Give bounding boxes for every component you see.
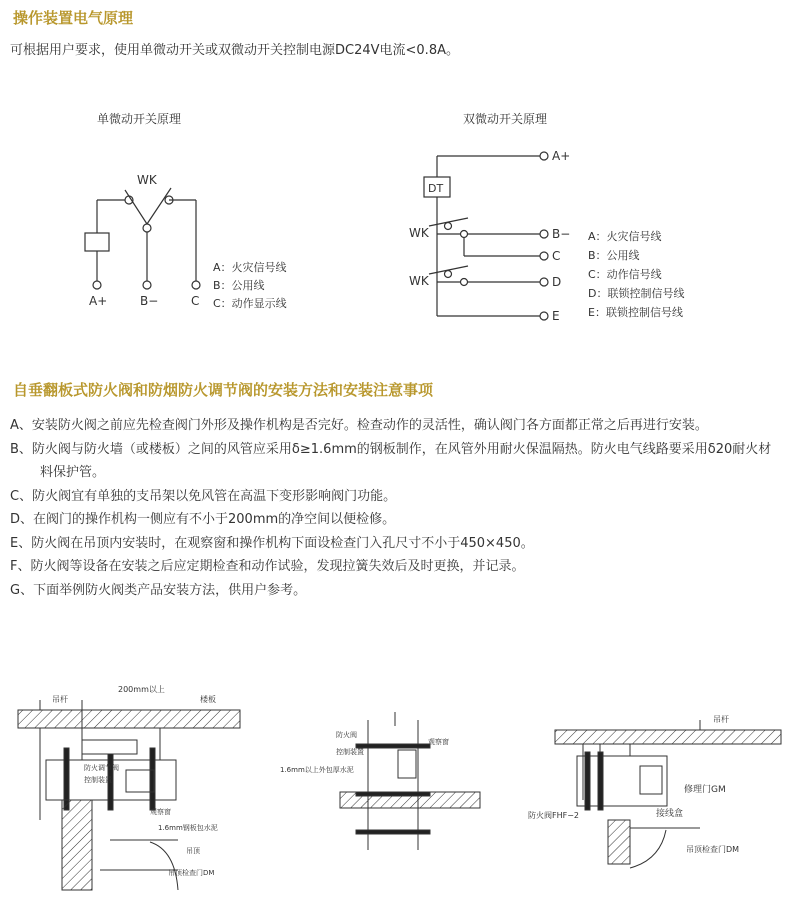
double-legend-c: C：动作信号线	[588, 268, 662, 281]
single-terminal-c: C	[191, 294, 200, 308]
double-legend-e: E：联锁控制信号线	[588, 306, 683, 319]
double-switch-circuit	[424, 156, 540, 316]
mid-label-cover: 1.6mm以上外包厚水泥	[280, 766, 354, 774]
left-label-steel: 1.6mm钢板包水泥	[158, 824, 218, 832]
note-f: F、防火阀等设备在安装之后应定期检查和动作试验，发现拉簧失效后及时更换，并记录。	[10, 559, 525, 574]
right-label-valve: 防火阀FHF−2	[528, 811, 580, 820]
single-legend-a: A：火灾信号线	[213, 261, 287, 274]
mid-label-window: 观察窗	[428, 738, 449, 746]
right-label-ceiling-door: 吊顶检查门DM	[686, 845, 740, 854]
left-label-200mm: 200mm以上	[118, 685, 165, 694]
left-label-ceiling: 吊顶	[186, 847, 200, 855]
note-b: B、防火阀与防火墙（或楼板）之间的风管应采用δ≥1.6mm的钢板制作，在风管外用耐火保温隔热。防火电气线路要采用δ20耐火材料保护管。	[10, 441, 772, 480]
left-label-valve: 防火调节阀	[84, 764, 119, 772]
mid-label-control: 控制装置	[336, 748, 364, 756]
note-e: E、防火阀在吊顶内安装时，在观察窗和操作机构下面设检查门入孔尺寸不小于450×450。	[10, 535, 534, 551]
double-wk-label-2: WK	[409, 274, 429, 288]
double-terminal-a: A+	[552, 149, 571, 163]
install-diagram-right	[555, 720, 781, 868]
install-diagram-left	[18, 700, 240, 890]
dt-label: DT	[428, 182, 444, 195]
left-label-window: 观察窗	[150, 808, 171, 816]
note-a: A、安装防火阀之前应先检查阀门外形及操作机构是否完好。检查动作的灵活性，确认阀门各方面都正常之后再进行安装。	[10, 418, 708, 433]
double-legend-d: D：联锁控制信号线	[588, 287, 685, 300]
left-label-rod: 吊杆	[52, 695, 68, 704]
single-switch-circuit	[85, 188, 200, 289]
double-wk-label-1: WK	[409, 226, 429, 240]
right-label-junction: 接线盒	[656, 809, 684, 819]
single-terminal-b: B−	[140, 294, 159, 308]
right-label-rod: 吊杆	[713, 715, 729, 724]
double-legend-b: B：公用线	[588, 249, 640, 262]
mid-label-valve: 防火阀	[336, 731, 357, 739]
left-label-door: 吊顶检查门DM	[168, 869, 215, 877]
right-label-repair-door: 修理门GM	[684, 785, 726, 795]
single-terminal-a: A+	[89, 294, 108, 308]
single-legend-c: C：动作显示线	[213, 297, 287, 310]
installation-notes	[10, 414, 780, 602]
section-title-electrical: 操作装置电气原理	[13, 9, 134, 27]
double-terminal-b: B−	[552, 227, 571, 241]
double-terminal-e: E	[552, 309, 560, 323]
double-terminal-d: D	[552, 275, 562, 289]
single-switch-title: 单微动开关原理	[97, 112, 182, 126]
note-g: G、下面举例防火阀类产品安装方法，供用户参考。	[10, 582, 307, 598]
double-switch-title: 双微动开关原理	[463, 112, 548, 126]
double-legend-a: A：火灾信号线	[588, 230, 662, 243]
note-c: C、防火阀宜有单独的支吊架以免风管在高温下变形影响阀门功能。	[10, 488, 397, 504]
left-label-control: 控制装置	[84, 776, 112, 784]
double-terminal-c: C	[552, 249, 561, 263]
single-wk-label: WK	[137, 173, 157, 187]
install-diagram-middle	[340, 712, 480, 850]
left-label-floor: 楼板	[200, 695, 216, 704]
intro-text: 可根据用户要求，使用单微动开关或双微动开关控制电源DC24V电流<0.8A。	[10, 43, 459, 58]
note-d: D、在阀门的操作机构一侧应有不小于200mm的净空间以便检修。	[10, 512, 396, 527]
single-legend-b: B：公用线	[213, 279, 265, 292]
section-title-installation: 自垂翻板式防火阀和防烟防火调节阀的安装方法和安装注意事项	[13, 381, 434, 399]
